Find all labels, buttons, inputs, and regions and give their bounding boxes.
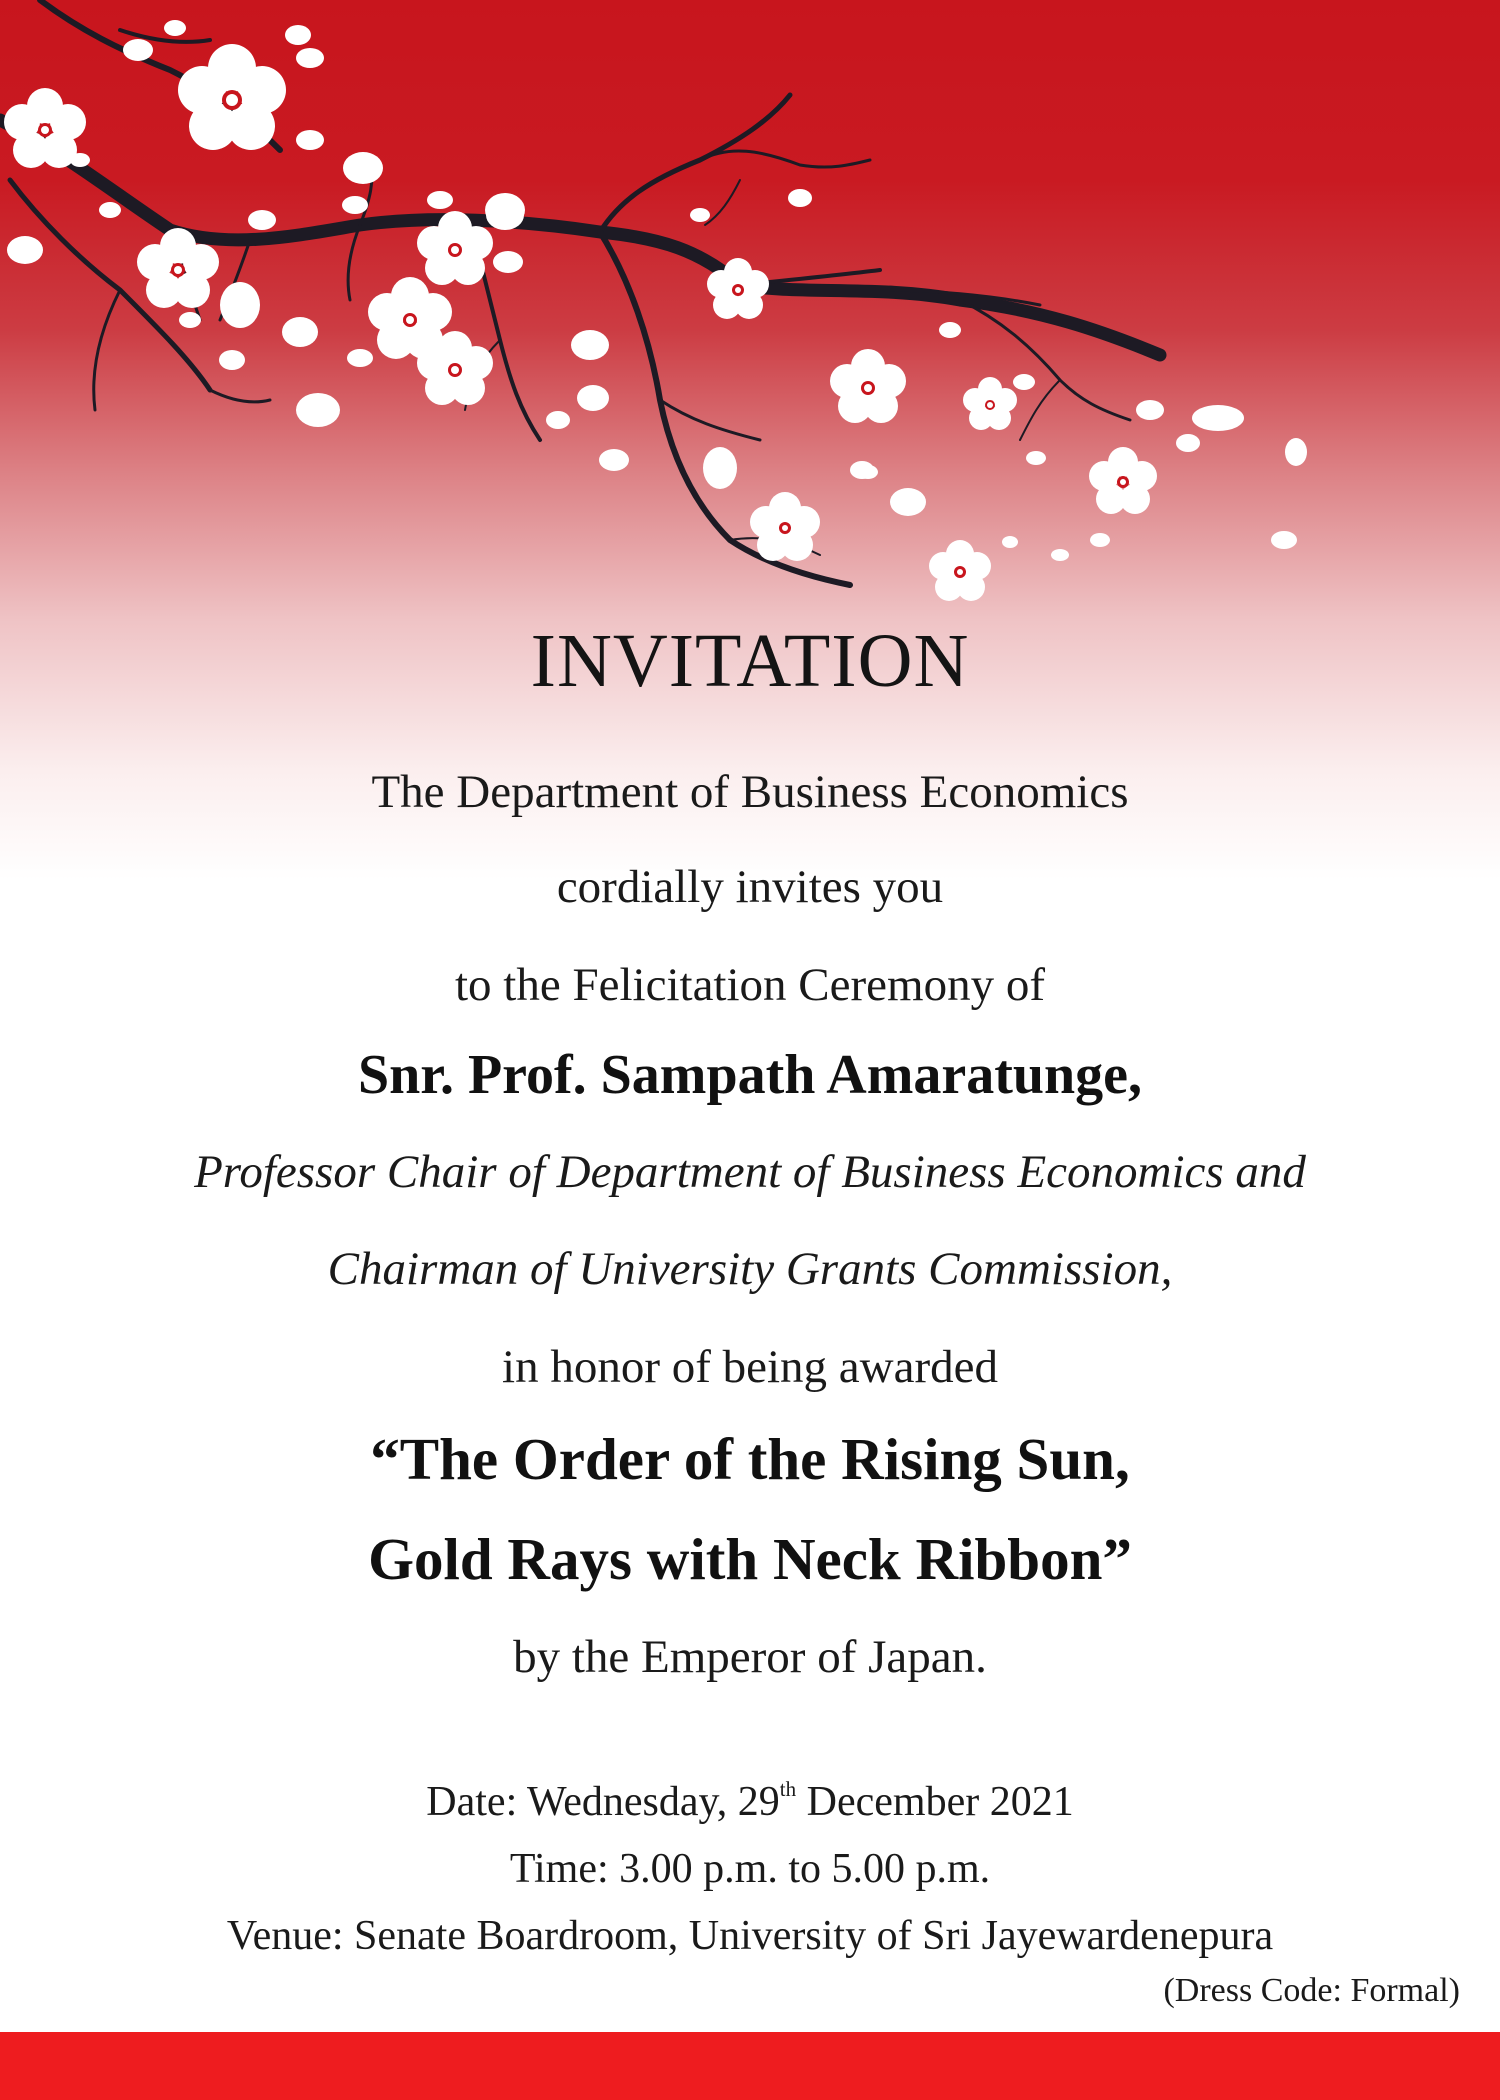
event-date-ordinal: th: [779, 1777, 797, 1802]
event-time: Time: 3.00 p.m. to 5.00 p.m.: [509, 1846, 991, 1892]
host-department: The Department of Business Economics: [371, 766, 1129, 818]
invite-phrase: cordially invites you: [556, 861, 944, 913]
invitation-title: INVITATION: [530, 619, 970, 703]
award-intro: in honor of being awarded: [502, 1341, 998, 1393]
bottom-red-bar: [0, 2032, 1500, 2100]
dress-code: (Dress Code: Formal): [1163, 1972, 1460, 2009]
cherry-blossom-branch-illustration: [0, 0, 1500, 620]
award-title-line-2: Gold Rays with Neck Ribbon”: [368, 1526, 1132, 1592]
event-date-prefix: Date: Wednesday, 29: [426, 1779, 780, 1825]
award-title-line-1: “The Order of the Rising Sun,: [370, 1426, 1130, 1492]
event-date-rest: December 2021: [796, 1779, 1074, 1825]
honoree-role-line-2: Chairman of University Grants Commission,: [327, 1243, 1173, 1295]
award-conferrer: by the Emperor of Japan.: [513, 1631, 987, 1683]
honoree-role-line-1: Professor Chair of Department of Business Economics and: [194, 1146, 1306, 1198]
ceremony-phrase: to the Felicitation Ceremony of: [455, 959, 1045, 1011]
honoree-name: Snr. Prof. Sampath Amaratunge,: [357, 1044, 1143, 1106]
event-date: [0, 1778, 1500, 1826]
event-venue: Venue: Senate Boardroom, University of Sri Jayewardenepura: [226, 1913, 1274, 1959]
